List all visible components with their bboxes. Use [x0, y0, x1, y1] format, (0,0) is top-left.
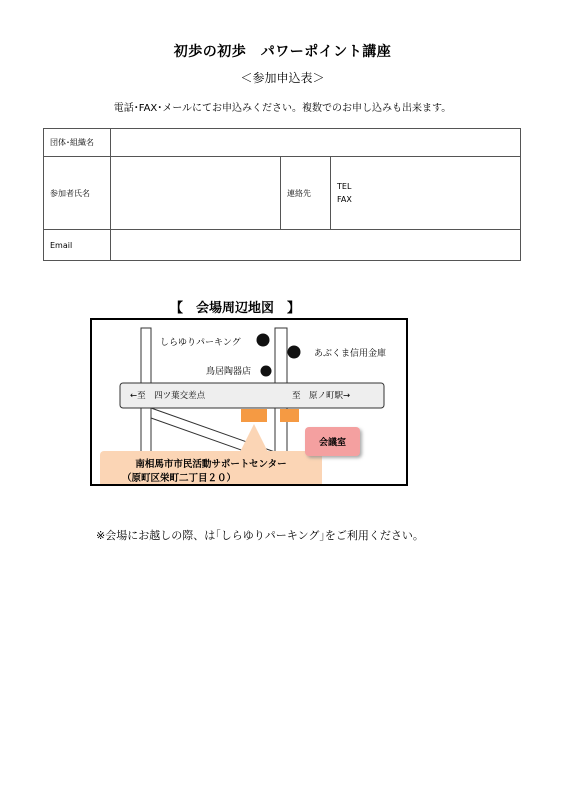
bank-label: あぶくま信用金庫 — [314, 349, 387, 359]
email-label: Email — [44, 230, 111, 261]
callout-pointer — [240, 424, 268, 452]
parking-label: しらゆりパーキング — [160, 338, 241, 348]
application-form — [43, 128, 521, 261]
road-left-label: ←至 四ツ葉交差点 — [130, 391, 206, 401]
bank-marker — [288, 346, 301, 359]
page-title: 初歩の初歩 パワーポイント講座 — [173, 44, 392, 60]
tel-label: TEL — [337, 182, 352, 191]
venue-address: （原町区栄町二丁目２０） — [122, 473, 237, 484]
name-field[interactable] — [111, 157, 281, 230]
road-right-label: 至 原ノ町駅→ — [292, 391, 351, 401]
parking-notice: ※会場にお越しの際、は｢しらゆりパーキング｣をご利用ください。 — [96, 529, 424, 542]
org-field[interactable] — [111, 129, 521, 157]
venue-map — [90, 318, 408, 486]
contact-label: 連絡先 — [281, 157, 331, 230]
shop-marker — [261, 366, 272, 377]
form-subtitle: ＜参加申込表＞ — [240, 71, 325, 85]
name-label: 参加者氏名 — [44, 157, 111, 230]
org-label: 団体･組織名 — [44, 129, 111, 157]
fax-label: FAX — [337, 195, 352, 204]
shop-label: 鳥居陶器店 — [206, 367, 252, 377]
instruction-text: 電話･FAX･メールにてお申込みください。複数でのお申し込みも出来ます。 — [113, 103, 452, 114]
venue-marker — [241, 409, 267, 422]
contact-field[interactable] — [331, 157, 521, 230]
parking-marker — [257, 334, 270, 347]
map-heading: 【 会場周辺地図 】 — [170, 301, 301, 316]
email-field[interactable] — [111, 230, 521, 261]
venue-name: 南相馬市市民活動サポートセンター — [135, 459, 287, 470]
room-marker — [280, 409, 299, 422]
room-label: 会議室 — [318, 438, 346, 448]
